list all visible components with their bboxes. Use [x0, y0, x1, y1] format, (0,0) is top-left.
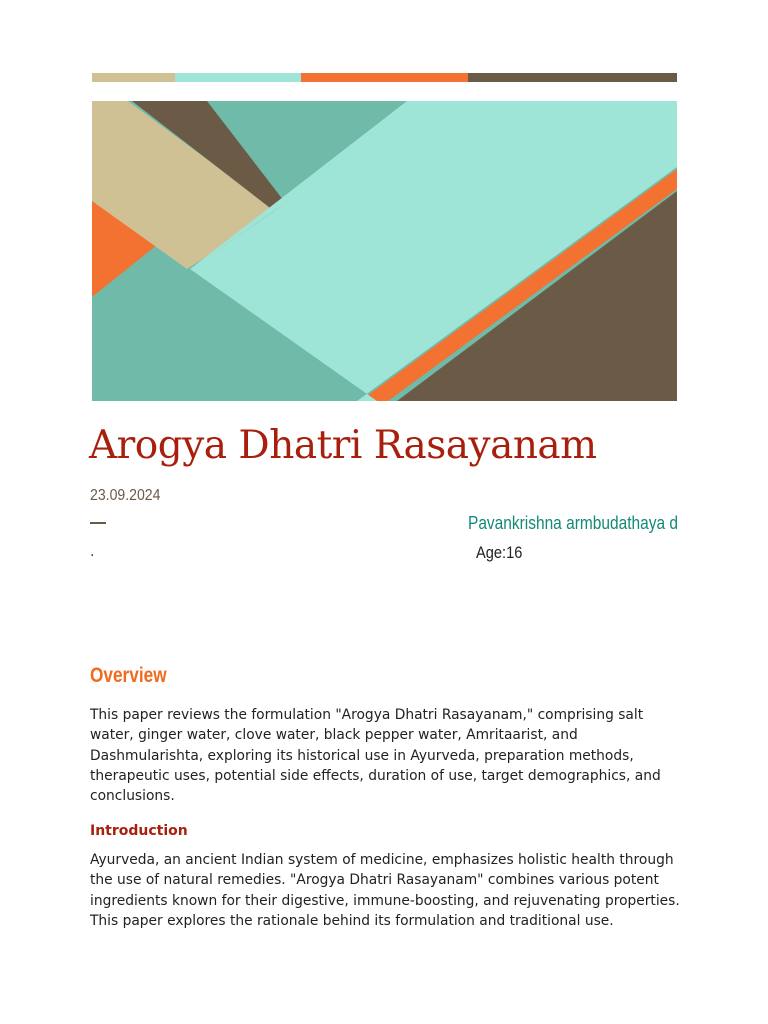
color-strip-mint [175, 73, 301, 82]
overview-heading: Overview [90, 664, 167, 687]
dot-text: . [90, 544, 95, 560]
introduction-heading: Introduction [90, 823, 188, 839]
hero-geometric-art [92, 101, 677, 401]
author-name: Pavankrishna armbudathaya d [468, 513, 678, 533]
color-strip-orange [301, 73, 468, 82]
author-age: Age:16 [476, 543, 523, 562]
introduction-paragraph: Ayurveda, an ancient Indian system of medicine, emphasizes holistic health through the use of natural remedies. "Arogya Dhatri Rasayanam" combines various potent ingredients known for their digestive, immune-boosting, and rejuvenating properties. This paper explores the rationale behind its formulation and traditional use. [90, 852, 680, 929]
color-strip-tan [92, 73, 175, 82]
overview-paragraph: This paper reviews the formulation "Arogya Dhatri Rasayanam," comprising salt water, ginger water, clove water, black pepper water, Amritaarist, and Dashmularishta, exploring its historical use in Ayurveda, preparation methods, therapeutic uses, potential side effects, duration of use, target demographics, and conclusions. [90, 707, 661, 805]
color-strip [92, 73, 677, 82]
page-title: Arogya Dhatri Rasayanam [89, 423, 597, 468]
hero-image [92, 101, 677, 401]
publish-date: 23.09.2024 [90, 487, 161, 504]
color-strip-brown [468, 73, 677, 82]
divider-dash [90, 522, 106, 524]
